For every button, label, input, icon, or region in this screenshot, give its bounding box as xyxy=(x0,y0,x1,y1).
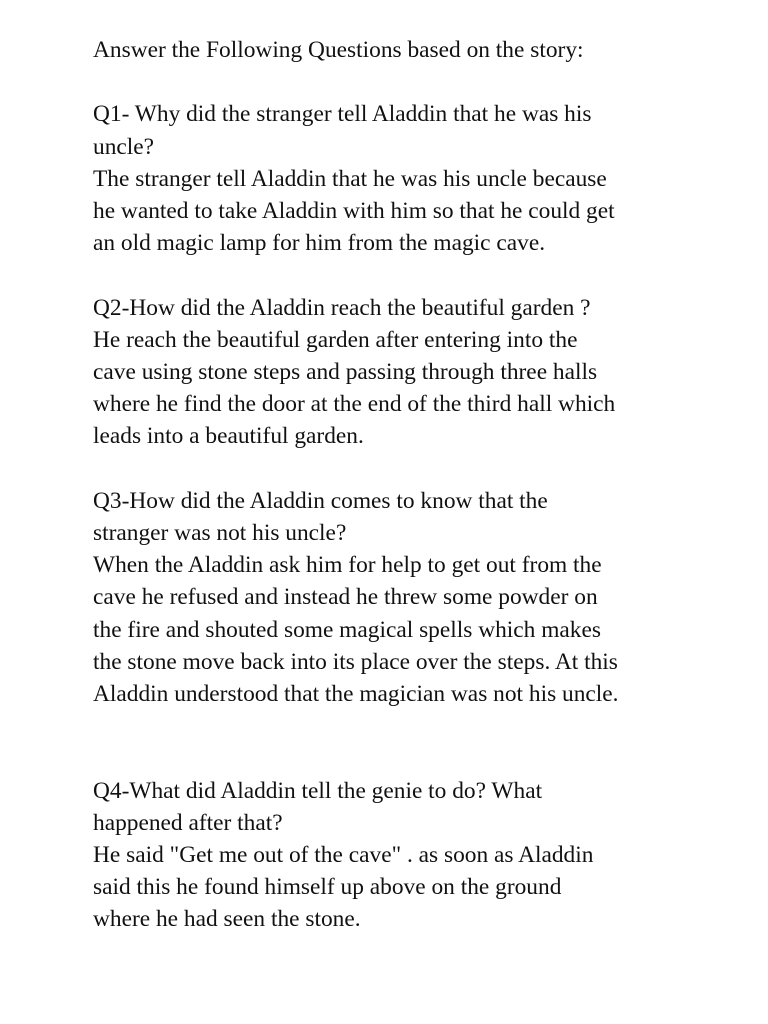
question-text-line: uncle? xyxy=(93,133,155,160)
answer-text-line: where he had seen the stone. xyxy=(93,906,361,933)
answer-text-line: He said "Get me out of the cave" . as soon as Aladdin xyxy=(93,842,594,868)
question-text-line: Q1- Why did the stranger tell Aladdin that he was his xyxy=(93,101,592,128)
spacer xyxy=(93,742,683,774)
answer-text-line: where he find the door at the end of the third hall which xyxy=(93,391,616,418)
answer-text-line: an old magic lamp for him from the magic cave. xyxy=(93,230,546,257)
answer-text-line: said this he found himself up above on the ground xyxy=(93,874,562,901)
answer-text-line: Aladdin understood that the magician was not his uncle. xyxy=(93,681,619,708)
question-text-line: Q3-How did the Aladdin comes to know that the xyxy=(93,487,548,514)
question-block-q1 xyxy=(93,98,683,259)
question-text-line: happened after that? xyxy=(93,809,283,836)
answer-text-line: leads into a beautiful garden. xyxy=(93,423,364,450)
answer-text-line: When the Aladdin ask him for help to get out from the xyxy=(93,552,602,579)
document-heading: Answer the Following Questions based on the story: xyxy=(93,37,584,63)
spacer xyxy=(93,710,683,742)
question-text-line: Q4-What did Aladdin tell the genie to do? What xyxy=(93,777,543,804)
answer-text-line: the fire and shouted some magical spells which makes xyxy=(93,616,601,643)
answer-text-line: the stone move back into its place over the steps. At this xyxy=(93,648,618,675)
question-text-line: Q2-How did the Aladdin reach the beautiful garden ? xyxy=(93,294,591,321)
answer-text-line: cave he refused and instead he threw some powder on xyxy=(93,584,598,611)
question-block-q4 xyxy=(93,775,683,936)
answer-text-line: he wanted to take Aladdin with him so that he could get xyxy=(93,198,615,224)
spacer xyxy=(93,66,683,98)
answer-text-line: The stranger tell Aladdin that he was his uncle because xyxy=(93,165,607,192)
document-page xyxy=(93,34,683,936)
spacer xyxy=(93,259,683,291)
spacer xyxy=(93,453,683,485)
question-block-q2 xyxy=(93,292,683,453)
answer-text-line: cave using stone steps and passing through three halls xyxy=(93,359,598,385)
question-text-line: stranger was not his uncle? xyxy=(93,520,347,546)
answer-text-line: He reach the beautiful garden after entering into the xyxy=(93,326,578,353)
question-block-q3 xyxy=(93,485,683,710)
